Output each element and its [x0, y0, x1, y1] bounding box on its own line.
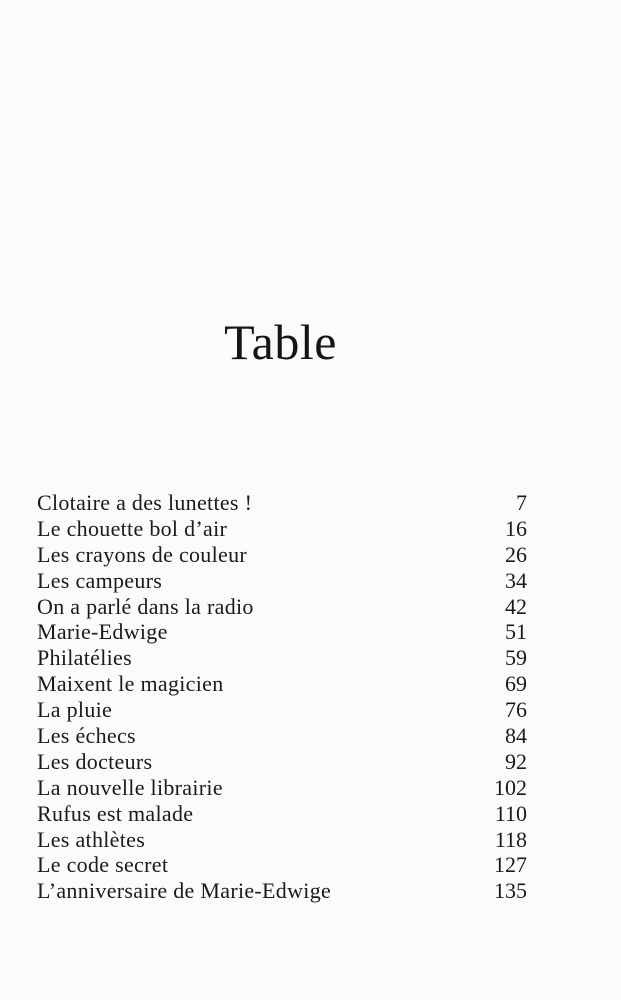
- chapter-title: Les docteurs: [37, 748, 153, 774]
- chapter-title: Marie-Edwige: [37, 619, 168, 645]
- toc-entry: [37, 697, 527, 723]
- page-title: Table: [224, 314, 337, 370]
- toc-entry: [37, 671, 527, 697]
- page-number: 84: [505, 723, 527, 749]
- toc-entry: [37, 542, 527, 568]
- chapter-title: Les campeurs: [37, 567, 163, 593]
- toc-entry: [37, 516, 527, 542]
- toc-entry: [37, 723, 527, 749]
- chapter-title: La nouvelle librairie: [37, 774, 223, 800]
- page-number: 92: [505, 748, 527, 774]
- page-number: 127: [494, 852, 527, 878]
- page-number: 7: [516, 490, 527, 515]
- toc-entry: [37, 801, 527, 827]
- toc-entry: [37, 594, 527, 620]
- page-number: 135: [494, 878, 527, 904]
- table-of-contents: [37, 490, 527, 904]
- chapter-title: Les athlètes: [37, 826, 146, 852]
- page-number: 51: [505, 619, 527, 645]
- page-number: 34: [505, 567, 527, 593]
- page-number: 42: [505, 593, 527, 619]
- chapter-title: Les échecs: [37, 723, 136, 749]
- toc-entry: [37, 619, 527, 645]
- chapter-title: Rufus est malade: [37, 800, 194, 826]
- page-number: 69: [505, 671, 527, 697]
- chapter-title: Philatélies: [37, 645, 132, 671]
- toc-entry: [37, 645, 527, 671]
- chapter-title: Clotaire a des lunettes !: [37, 490, 253, 515]
- toc-entry: [37, 568, 527, 594]
- chapter-title: Le chouette bol d’air: [37, 515, 228, 541]
- chapter-title: Maixent le magicien: [37, 671, 224, 697]
- toc-entry: [37, 827, 527, 853]
- page-number: 76: [505, 697, 527, 723]
- page-number: 118: [494, 826, 527, 852]
- chapter-title: On a parlé dans la radio: [37, 593, 254, 619]
- chapter-title: Les crayons de couleur: [37, 541, 248, 567]
- toc-entry: [37, 490, 527, 516]
- chapter-title: La pluie: [37, 697, 113, 723]
- page-number: 59: [505, 645, 527, 671]
- toc-entry: [37, 878, 527, 904]
- toc-entry: [37, 775, 527, 801]
- chapter-title: Le code secret: [37, 852, 169, 878]
- chapter-title: L’anniversaire de Marie-Edwige: [37, 878, 332, 904]
- toc-entry: [37, 749, 527, 775]
- page-number: 102: [494, 774, 527, 800]
- page-number: 110: [494, 800, 527, 826]
- page-number: 26: [505, 541, 527, 567]
- toc-entry: [37, 852, 527, 878]
- page-number: 16: [505, 515, 527, 541]
